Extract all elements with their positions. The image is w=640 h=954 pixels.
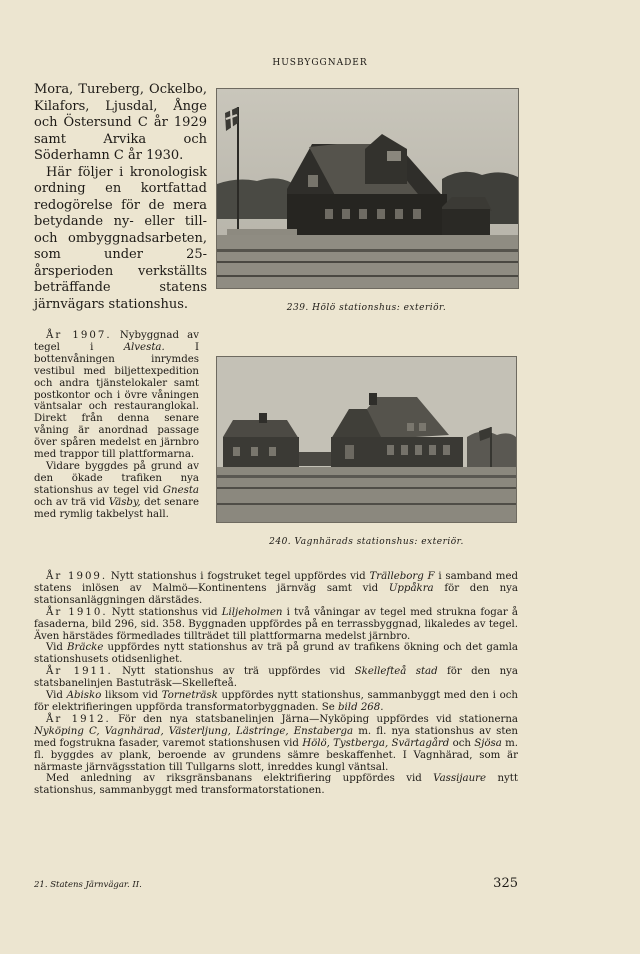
full-width-text [34,571,518,797]
place-name: Uppåkra [388,582,434,594]
page-number: 325 [493,876,518,891]
place-name: Nyköping C, Vagnhärad, Västerljung, Lästringe, Enstaberga [34,725,354,737]
place-name: Sjösa [474,737,502,749]
place-name: Vassijaure [433,773,487,785]
paragraph-1909: År 1909. Nytt stationshus i fogstruket tegel uppfördes vid Trälleborg F i samband med statens inlösen av Malmö—Kontinentens järnväg samt vid Uppåkra för den nya stationsanläggningen därstädes. [34,571,518,606]
vagnharad-station-illustration [217,357,516,522]
paragraph-1911: År 1911. Nytt stationshus av trä uppfördes vid Skellefteå stad för den nya statsbanelinjen Bastuträsk—Skellefteå. [34,666,518,690]
figure-reference: bild 268. [338,701,384,713]
holo-station-illustration [217,89,518,288]
intro-paragraph-1: Mora, Tureberg, Ockelbo, Kilafors, Ljusdal, Ånge och Östersund C år 1929 samt Arvika och Söderhamn C år 1930. [34,82,207,163]
place-name: Gnesta [162,484,199,496]
intro-paragraph-2: Här följer i kronologisk ordning en kortfattad redogörelse för de mera betydande ny- eller till- och ombyggnadsarbeten, som under 25-årsperioden verkställts beträffande statens järnvägars stationshus. [34,164,207,312]
place-name: Hölö, Tystberga, Svärtagård [302,737,450,749]
caption-240: 240. Vagnhärads stationshus: exteriör. [269,537,464,547]
place-name: Väsby, [108,496,141,508]
footer-signature: 21. Statens Järnvägar. II. [34,880,142,890]
photo-vagnharad-station [216,356,517,523]
paragraph-1912: År 1912. För den nya statsbanelinjen Järna—Nyköping uppfördes vid stationerna Nyköping C, Vagnhärad, Västerljung, Lästringe, Enstaberga m. fl. nya stationshus av sten med fogstrukna fasader, varemot stationshusen vid Hölö, Tystberga, Svärtagård och Sjösa m. fl. byggdes av plank, beroende av grundens sämre beskaffenhet. I Vagnhärad, som är närmaste järnvägsstation till Tullgarns slott, inreddes kungl väntsal. [34,713,518,773]
place-name: Alvesta. [123,341,165,353]
small-text-column [34,330,199,521]
place-name: Liljeholmen [221,606,283,618]
place-name: Torneträsk [161,690,218,702]
paragraph-abisko: Vid Abisko liksom vid Torneträsk uppfördes nytt stationshus, sammanbyggt med den i och för elektrifieringen uppförda transformatorbyggnaden. Se bild 268. [34,690,518,713]
photo-holo-station [216,88,519,289]
place-name: Abisko [66,690,102,702]
place-name: Bräcke [67,642,104,654]
caption-239: 239. Hölö stationshus: exteriör. [286,303,447,313]
year-label: År 1907. [46,330,112,341]
paragraph-riksgrans: Med anledning av riksgränsbanans elektrifiering uppfördes vid Vassijaure nytt stationshus, sammanbyggt med transformatorstationen. [34,773,518,797]
intro-column [34,82,207,313]
paragraph-1907: År 1907. Nybyggnad av tegel i Alvesta. I bottenvåningen inrymdes vestibul med biljettexpedition och andra tjänstelokaler samt postkontor och i övre våningen väntsalar och restauranglokal. Direkt från denna senare våning är anordnad passage över spåren medelst en järnbro med trappor till plattformarna. [34,330,200,461]
paragraph-1910: År 1910. Nytt stationshus vid Liljeholmen i två våningar av tegel med strukna fogar å fasaderna, bild 296, sid. 358. Byggnaden uppfördes på en terrassbyggnad, likaledes av tegel. Även härstädes förmedlades tillträdet till plattformarna medelst järnbro. [34,606,518,642]
place-name: Trälleborg F [369,571,435,582]
place-name: Skellefteå stad [354,666,438,678]
running-header: HUSBYGGNADER [272,58,368,68]
paragraph-bracke: Vid Bräcke uppfördes nytt stationshus av trä på grund av trafikens ökning och det gamla stationshusets otidsenlighet. [34,642,518,666]
paragraph-vidare: Vidare byggdes på grund av den ökade trafiken nya stationshus av tegel vid Gnesta och av trä vid Väsby, det senare med rymlig takbelyst hall. [34,460,199,520]
